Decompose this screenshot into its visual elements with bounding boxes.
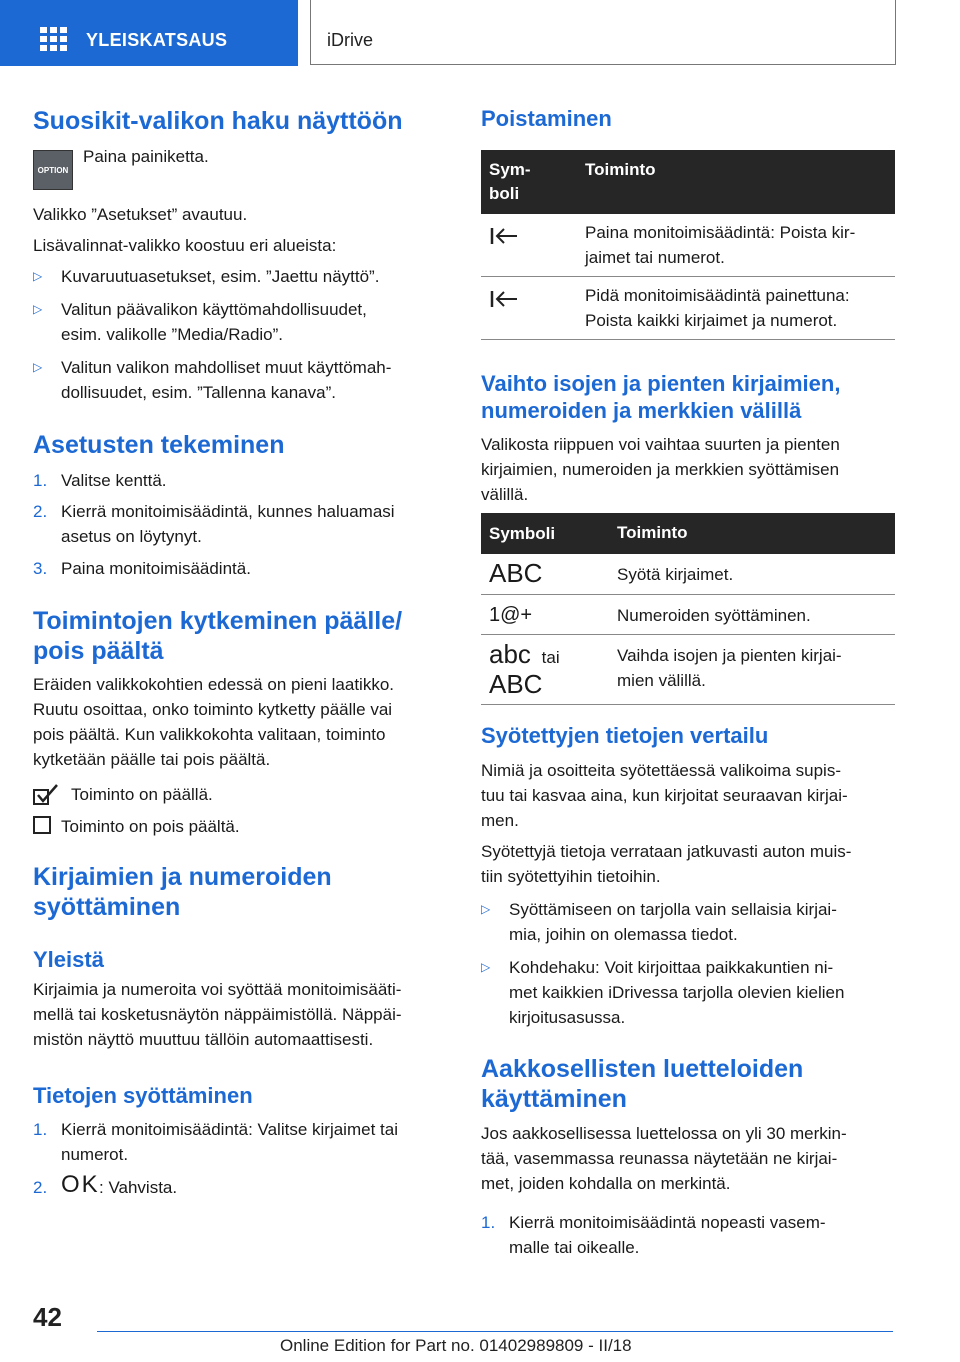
switch-text: kirjaimien, numeroiden ja merkkien syöttämisen xyxy=(481,460,840,479)
menu-opens-text: Valikko ”Asetukset” avautuu. xyxy=(33,205,248,224)
switch-text: välillä. xyxy=(481,485,529,504)
table-header: Toiminto xyxy=(577,150,895,214)
delete-arrow-icon xyxy=(489,226,519,246)
section-tab[interactable] xyxy=(0,0,298,66)
alpha-text: Jos aakkosellisessa luettelossa on yli 30 merkin- xyxy=(481,1124,847,1143)
heading-switch-line2: numeroiden ja merkkien välillä xyxy=(481,398,802,423)
heading-settings: Asetusten tekeminen xyxy=(33,431,285,459)
table-header: Symboli xyxy=(481,513,609,554)
symbol-table xyxy=(481,513,895,705)
numbers-symbols-icon: 1@+ xyxy=(481,595,609,635)
chapter-tab[interactable] xyxy=(310,0,896,65)
heading-toggle-line2: pois päältä xyxy=(33,637,164,665)
checkbox-checked-icon xyxy=(33,784,59,806)
heading-compare: Syötettyjen tietojen vertailu xyxy=(481,723,769,748)
compare-text: tiin syötettyihin tietoihin. xyxy=(481,867,661,886)
triangle-bullet-icon: ▷ xyxy=(33,302,43,316)
table-row: Paina monitoimisäädintä: Poista kir- jaimet tai numerot. xyxy=(481,214,895,277)
edition-text: Online Edition for Part no. 01402989809 - II/18 xyxy=(280,1336,632,1355)
toggle-text: Ruutu osoittaa, onko toiminto kytketty päälle vai xyxy=(33,700,393,719)
heading-general: Yleistä xyxy=(33,947,104,972)
heading-toggle-line1: Toimintojen kytkeminen päälle/ xyxy=(33,607,403,635)
general-text: mellä tai kosketusnäytön näppäimistöllä. Näppäi- xyxy=(33,1005,402,1024)
heading-entry-line2: syöttäminen xyxy=(33,893,181,921)
compare-text: tuu tai kasvaa aina, kun kirjoitat seuraavan kirjai- xyxy=(481,786,848,805)
alpha-text: tää, vasemmassa reunassa näytetään ne kirjai- xyxy=(481,1149,838,1168)
triangle-bullet-icon: ▷ xyxy=(33,360,43,374)
heading-alpha-line1: Aakkosellisten luetteloiden xyxy=(481,1055,804,1083)
table-header: Sym- boli xyxy=(481,150,577,214)
toggle-text: Eräiden valikkokohtien edessä on pieni laatikko. xyxy=(33,675,395,694)
heading-alpha-line2: käyttäminen xyxy=(481,1085,627,1113)
option-button-icon: OPTION xyxy=(33,150,73,190)
ok-icon: OK xyxy=(61,1171,100,1198)
compare-text: men. xyxy=(481,811,519,830)
abc-upper-icon: ABC xyxy=(489,669,543,699)
checkbox-empty-icon xyxy=(33,816,53,836)
section-title: YLEISKATSAUS xyxy=(86,30,228,50)
heading-switch-line1: Vaihto isojen ja pienten kirjaimien, xyxy=(481,371,841,396)
heading-delete: Poistaminen xyxy=(481,106,612,131)
press-button-text: Paina painiketta. xyxy=(83,147,209,166)
general-text: mistön näyttö muuttuu tällöin automaattisesti. xyxy=(33,1030,374,1049)
table-row: ABC Syötä kirjaimet. xyxy=(481,554,895,595)
compare-text: Syötettyjä tietoja verrataan jatkuvasti auton muis- xyxy=(481,842,852,861)
heading-input: Tietojen syöttäminen xyxy=(33,1083,253,1108)
abc-upper-icon: ABC xyxy=(481,554,609,595)
triangle-bullet-icon: ▷ xyxy=(481,960,491,974)
off-text: Toiminto on pois päältä. xyxy=(61,817,240,836)
page-number: 42 xyxy=(33,1302,62,1332)
triangle-bullet-icon: ▷ xyxy=(33,269,43,283)
compare-text: Nimiä ja osoitteita syötettäessä valikoima supis- xyxy=(481,761,841,780)
table-header: Toiminto xyxy=(609,513,895,554)
footer-divider xyxy=(97,1331,893,1332)
grid-menu-icon xyxy=(40,27,68,51)
heading-entry-line1: Kirjaimien ja numeroiden xyxy=(33,863,332,891)
heading-favorites: Suosikit-valikon haku näyttöön xyxy=(33,107,403,135)
on-text: Toiminto on päällä. xyxy=(71,785,213,804)
table-row: Pidä monitoimisäädintä painettuna: Poista kaikki kirjaimet ja numerot. xyxy=(481,277,895,340)
alpha-text: met, joiden kohdalla on merkintä. xyxy=(481,1174,731,1193)
table-row: abc tai ABC Vaihda isojen ja pienten kirjai- mien välillä. xyxy=(481,635,895,705)
triangle-bullet-icon: ▷ xyxy=(481,902,491,916)
switch-text: Valikosta riippuen voi vaihtaa suurten ja pienten xyxy=(481,435,840,454)
chapter-title: iDrive xyxy=(327,30,374,50)
toggle-text: kytketään päälle tai pois päältä. xyxy=(33,750,271,769)
options-intro-text: Lisävalinnat-valikko koostuu eri alueista: xyxy=(33,236,337,255)
table-row: 1@+ Numeroiden syöttäminen. xyxy=(481,595,895,635)
toggle-text: pois päältä. Kun valikkokohta valitaan, toiminto xyxy=(33,725,386,744)
abc-lower-icon: abc xyxy=(489,639,531,669)
delete-arrow-icon xyxy=(489,289,519,309)
delete-table xyxy=(481,150,895,340)
general-text: Kirjaimia ja numeroita voi syöttää monitoimisääti- xyxy=(33,980,402,999)
page-header xyxy=(0,0,960,66)
